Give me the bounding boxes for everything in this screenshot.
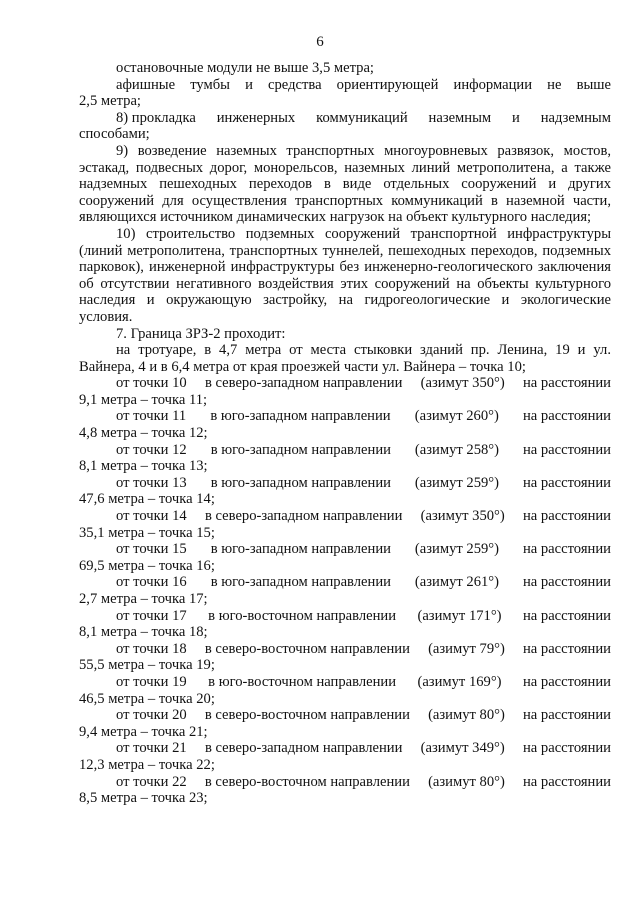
word: и [245, 76, 253, 93]
word: наземным [428, 109, 492, 126]
page-number: 6 [316, 34, 324, 50]
segment-distance: 47,6 метра – точка 14; [79, 491, 215, 508]
segment-tail: на расстоянии [522, 673, 611, 690]
segment-line [79, 674, 611, 691]
segment-tail: на расстоянии [522, 773, 611, 790]
segment-dir: в юго-восточном направлении [208, 673, 397, 690]
segment-dir: в юго-западном направлении [210, 441, 391, 458]
segment-distance: 69,5 метра – точка 16; [79, 557, 215, 574]
segment-line [79, 442, 611, 459]
segment-from: от точки 13 [116, 474, 187, 491]
segment-dir: в северо-восточном направлении [204, 773, 410, 790]
word: и [512, 109, 520, 126]
segment-from: от точки 12 [116, 441, 187, 458]
segment-distance: 2,7 метра – точка 17; [79, 591, 208, 607]
segment-from: от точки 16 [116, 574, 187, 591]
word: коммуникаций [316, 109, 408, 126]
segment-dir: в северо-восточном направлении [204, 640, 410, 657]
segment-tail: на расстоянии [522, 740, 611, 757]
text-line [79, 77, 611, 94]
segment-dir: в юго-западном направлении [210, 474, 391, 491]
segment-line [79, 641, 611, 658]
segment-from: от точки 20 [116, 707, 187, 724]
segment-distance: 9,1 метра – точка 11; [79, 391, 208, 408]
segment-azimuth: (азимут 350°) [420, 508, 505, 525]
segment-azimuth: (азимут 261°) [414, 574, 499, 591]
segment-azimuth: (азимут 260°) [414, 408, 499, 425]
document-body [79, 60, 611, 807]
word: выше [576, 76, 611, 93]
segment-azimuth: (азимут 259°) [414, 541, 499, 558]
segment-tail: на расстоянии [522, 508, 611, 525]
segment-distance: 12,3 метра – точка 22; [79, 756, 215, 773]
word: тумбы [190, 76, 230, 93]
segment-from: от точки 22 [116, 773, 187, 790]
segment-distance: 8,1 метра – точка 18; [79, 624, 208, 641]
segment-dir: в юго-западном направлении [210, 541, 391, 558]
segment-distance: 35,1 метра – точка 15; [79, 524, 215, 541]
segment-azimuth: (азимут 349°) [420, 740, 505, 757]
segment-azimuth: (азимут 79°) [428, 640, 505, 657]
word: 8) прокладка [116, 109, 196, 126]
word: надземным [540, 109, 611, 126]
segment-line [79, 475, 611, 492]
boundary-segments [79, 375, 611, 806]
segment-tail: на расстоянии [522, 474, 611, 491]
segment-from: от точки 18 [116, 640, 187, 657]
segment-from: от точки 21 [116, 740, 187, 757]
segment-dir: в северо-восточном направлении [204, 707, 410, 724]
segment-tail: на расстоянии [522, 707, 611, 724]
segment-from: от точки 17 [116, 607, 187, 624]
segment-tail: на расстоянии [522, 541, 611, 558]
word: ориентирующей [336, 76, 439, 93]
text-line: 2,5 метра; [79, 93, 141, 110]
text-line: способами; [79, 126, 150, 143]
segment-azimuth: (азимут 80°) [428, 773, 505, 790]
segment-from: от точки 15 [116, 541, 187, 558]
section-heading: 7. Граница ЗРЗ-2 проходит: [116, 325, 286, 342]
segment-tail: на расстоянии [522, 408, 611, 425]
word: информации [453, 76, 533, 93]
segment-dir: в юго-западном направлении [210, 408, 391, 425]
paragraph-item-10: 10) строительство подземных сооружений транспортной инфраструктуры (линий метрополитена, транспортных туннелей, пешеходных переходов, подземных парковок), инженерной инфраструктуры без инженерно-геологического заключения об отсутствии негативного воздействия этих сооружений на объекты культурного наследия и окружающую застройку, на гидрогеологические и экологические условия. [79, 225, 611, 325]
segment-line [79, 608, 611, 625]
segment-from: от точки 11 [116, 408, 187, 425]
segment-from: от точки 14 [116, 508, 187, 525]
segment-line [79, 408, 611, 425]
segment-azimuth: (азимут 258°) [414, 441, 499, 458]
segment-line [79, 375, 611, 392]
segment-azimuth: (азимут 259°) [414, 474, 499, 491]
segment-azimuth: (азимут 171°) [417, 607, 502, 624]
word: афишные [116, 76, 176, 93]
text-line [79, 60, 611, 77]
segment-distance: 9,4 метра – точка 21; [79, 723, 208, 740]
segment-distance: 46,5 метра – точка 20; [79, 690, 215, 707]
segment-azimuth: (азимут 80°) [428, 707, 505, 724]
segment-tail: на расстоянии [522, 574, 611, 591]
word: не [547, 76, 562, 93]
segment-azimuth: (азимут 350°) [420, 375, 505, 392]
text-line-content: остановочные модули не выше 3,5 метра; [116, 60, 374, 76]
boundary-start-paragraph: на тротуаре, в 4,7 метра от места стыковки зданий пр. Ленина, 19 и ул. Вайнера, 4 и в 6,4 метра от края проезжей части ул. Вайнера – точка 10; [79, 342, 611, 375]
segment-azimuth: (азимут 169°) [417, 673, 502, 690]
segment-dir: в северо-западном направлении [204, 375, 403, 392]
segment-tail: на расстоянии [522, 375, 611, 392]
word: средства [268, 76, 322, 93]
segment-line [79, 508, 611, 525]
segment-dir: в северо-западном направлении [204, 740, 403, 757]
segment-distance: 55,5 метра – точка 19; [79, 657, 215, 674]
word: инженерных [216, 109, 296, 126]
segment-distance: 4,8 метра – точка 12; [79, 425, 208, 442]
segment-distance: 8,5 метра – точка 23; [79, 790, 208, 807]
segment-line [79, 574, 611, 591]
segment-line [79, 740, 611, 757]
segment-distance: 8,1 метра – точка 13; [79, 458, 208, 475]
segment-line [79, 774, 611, 791]
segment-line [79, 541, 611, 558]
segment-dir: в северо-западном направлении [204, 508, 403, 525]
segment-from: от точки 10 [116, 375, 187, 392]
segment-dir: в юго-восточном направлении [208, 607, 397, 624]
segment-tail: на расстоянии [522, 640, 611, 657]
segment-from: от точки 19 [116, 673, 187, 690]
segment-dir: в юго-западном направлении [210, 574, 391, 591]
paragraph-item-9: 9) возведение наземных транспортных многоуровневых развязок, мостов, эстакад, подвесных дорог, монорельсов, наземных линий метрополитена, а также надземных пешеходных переходов в виде отдельных сооружений и других сооружений для осуществления транспортных коммуникаций в наземной части, являющихся источником динамических нагрузок на объект культурного наследия; [79, 142, 611, 226]
segment-tail: на расстоянии [522, 607, 611, 624]
segment-line [79, 707, 611, 724]
segment-tail: на расстоянии [522, 441, 611, 458]
text-line [79, 110, 611, 127]
